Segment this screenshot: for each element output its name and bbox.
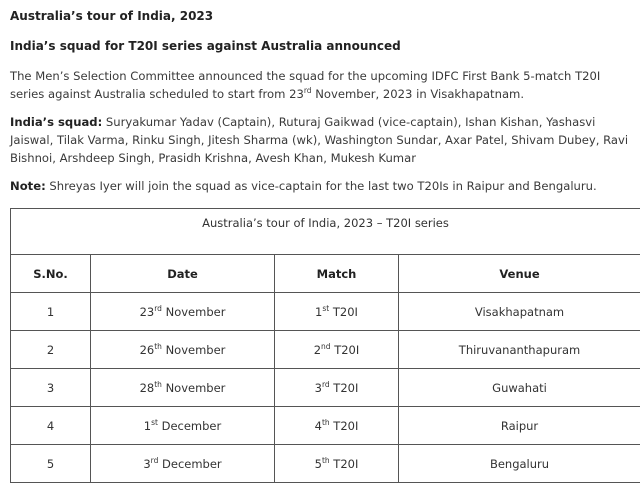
cell-sno: 4 — [11, 407, 91, 445]
cell-match — [275, 407, 399, 445]
match-format: T20I — [331, 343, 360, 357]
date-suffix: rd — [151, 456, 159, 465]
cell-venue: Guwahati — [399, 369, 640, 407]
header-match: Match — [275, 255, 399, 293]
match-format: T20I — [329, 305, 358, 319]
intro-paragraph — [10, 67, 634, 103]
table-row — [11, 369, 640, 407]
table-row — [11, 407, 640, 445]
table-caption: Australia’s tour of India, 2023 – T20I series — [11, 209, 640, 255]
cell-match — [275, 293, 399, 331]
date-day: 3 — [143, 457, 150, 471]
squad-players: Suryakumar Yadav (Captain), Ruturaj Gaikwad (vice-captain), Ishan Kishan, Yashasvi Jaiswal, Tilak Varma, Rinku Singh, Jitesh Sharma (wk), Washington Sundar, Axar Patel, Shivam Dubey, Ravi Bishnoi, Arshdeep Singh, Prasidh Krishna, Avesh Khan, Mukesh Kumar — [10, 115, 628, 165]
date-month: November — [162, 305, 225, 319]
match-format: T20I — [330, 419, 359, 433]
cell-date — [91, 331, 275, 369]
note-text: Shreyas Iyer will join the squad as vice-captain for the last two T20Is in Raipur and Bengaluru. — [46, 179, 597, 193]
match-suffix: rd — [322, 380, 330, 389]
match-number: 4 — [315, 419, 322, 433]
intro-text-end: November, 2023 in Visakhapatnam. — [312, 87, 524, 101]
match-suffix: nd — [321, 342, 331, 351]
date-suffix: st — [151, 418, 158, 427]
cell-date — [91, 445, 275, 483]
table-row — [11, 331, 640, 369]
date-suffix: rd — [154, 304, 162, 313]
squad-paragraph — [10, 113, 634, 167]
cell-sno: 3 — [11, 369, 91, 407]
match-number: 1 — [315, 305, 322, 319]
header-sno: S.No. — [11, 255, 91, 293]
header-date: Date — [91, 255, 275, 293]
match-suffix: st — [322, 304, 329, 313]
cell-match — [275, 445, 399, 483]
cell-sno: 1 — [11, 293, 91, 331]
table-row — [11, 445, 640, 483]
match-number: 2 — [314, 343, 321, 357]
cell-match — [275, 331, 399, 369]
cell-match — [275, 369, 399, 407]
squad-announcement-heading: India’s squad for T20I series against Australia announced — [10, 39, 401, 53]
match-number: 5 — [315, 457, 322, 471]
cell-venue: Thiruvananthapuram — [399, 331, 640, 369]
match-format: T20I — [330, 457, 359, 471]
match-suffix: th — [322, 456, 330, 465]
intro-text: The Men’s Selection Committee announced the squad for the upcoming IDFC First Bank 5-match T20I series against Australia scheduled to start from 23 — [10, 69, 600, 101]
note-paragraph — [10, 177, 634, 195]
tour-title: Australia’s tour of India, 2023 — [10, 9, 213, 23]
cell-date — [91, 369, 275, 407]
match-suffix: th — [322, 418, 330, 427]
date-month: December — [158, 457, 221, 471]
date-day: 28 — [140, 381, 155, 395]
date-month: November — [162, 343, 225, 357]
date-day: 26 — [140, 343, 155, 357]
cell-sno: 5 — [11, 445, 91, 483]
table-row — [11, 293, 640, 331]
cell-date — [91, 293, 275, 331]
squad-label: India’s squad: — [10, 115, 102, 129]
date-suffix: th — [154, 342, 162, 351]
header-venue: Venue — [399, 255, 640, 293]
cell-date — [91, 407, 275, 445]
date-day: 23 — [140, 305, 155, 319]
cell-sno: 2 — [11, 331, 91, 369]
match-number: 3 — [315, 381, 322, 395]
date-day: 1 — [144, 419, 151, 433]
cell-venue: Visakhapatnam — [399, 293, 640, 331]
schedule-table — [10, 208, 640, 483]
cell-venue: Raipur — [399, 407, 640, 445]
date-month: December — [158, 419, 221, 433]
intro-date-suffix: rd — [304, 86, 312, 95]
match-format: T20I — [330, 381, 359, 395]
date-suffix: th — [154, 380, 162, 389]
cell-venue: Bengaluru — [399, 445, 640, 483]
date-month: November — [162, 381, 225, 395]
note-label: Note: — [10, 179, 46, 193]
